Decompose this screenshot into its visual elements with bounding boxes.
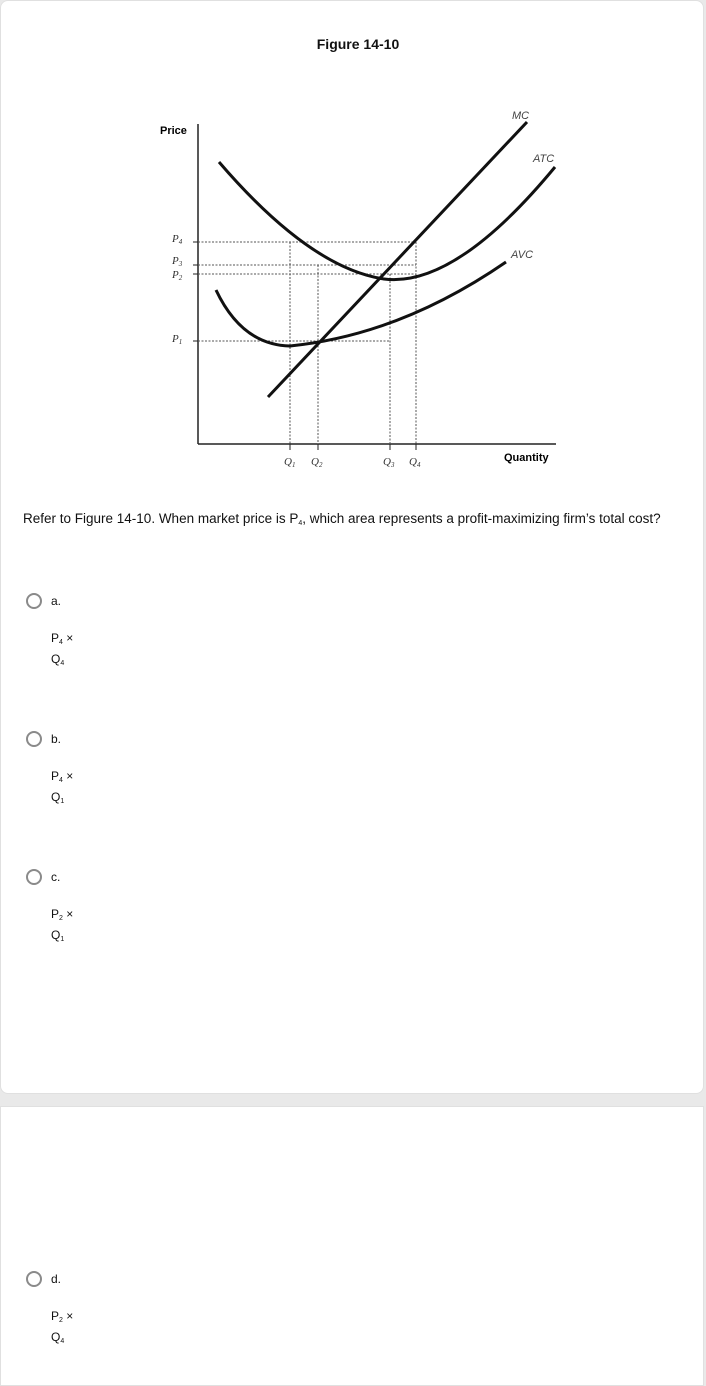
option-c-quantity-sub: 1 bbox=[60, 936, 65, 943]
option-b-letter: b. bbox=[51, 732, 62, 746]
atc-label: ATC bbox=[533, 153, 555, 165]
option-d-letter: d. bbox=[51, 1272, 62, 1286]
figure-title: Figure 14-10 bbox=[316, 36, 400, 52]
option-a-letter: a. bbox=[51, 594, 62, 608]
x-axis-label: Quantity bbox=[504, 452, 549, 464]
radio-a[interactable] bbox=[26, 593, 42, 609]
q1-tick-label: Q1 bbox=[284, 456, 296, 469]
question-prefix: Refer to Figure 14-10. When market price is P bbox=[23, 511, 299, 526]
q3-tick-label: Q3 bbox=[383, 456, 395, 469]
option-d-price-sub: 2 bbox=[59, 1317, 63, 1324]
option-b-price: P bbox=[51, 769, 60, 783]
option-b-price-sub: 4 bbox=[59, 777, 63, 784]
p4-tick-label: P4 bbox=[172, 233, 183, 246]
option-d-times: × bbox=[62, 1309, 74, 1323]
option-a-price-sub: 4 bbox=[59, 639, 63, 646]
q2-tick-label: Q2 bbox=[311, 456, 323, 469]
question-suffix: , which area represents a profit-maximizing firm’s total cost? bbox=[302, 511, 661, 526]
option-c-times: × bbox=[62, 907, 74, 921]
option-a-quantity-sub: 4 bbox=[60, 660, 65, 667]
radio-c[interactable] bbox=[26, 869, 42, 885]
option-a-price: P bbox=[51, 631, 60, 645]
question-sub: 4 bbox=[298, 520, 303, 527]
avc-label: AVC bbox=[511, 249, 534, 261]
option-d-quantity: Q bbox=[51, 1330, 61, 1344]
cost-curves-figure bbox=[0, 0, 706, 480]
option-c-quantity: Q bbox=[51, 928, 61, 942]
p3-tick-label: P3 bbox=[172, 255, 183, 268]
option-a-quantity: Q bbox=[51, 652, 61, 666]
y-axis-label: Price bbox=[160, 125, 187, 137]
option-c-expression bbox=[51, 906, 251, 948]
p2-tick-label: P2 bbox=[172, 269, 183, 282]
radio-b[interactable] bbox=[26, 731, 42, 747]
q4-tick-label: Q4 bbox=[409, 456, 421, 469]
option-c-price: P bbox=[51, 907, 60, 921]
option-d-quantity-sub: 4 bbox=[60, 1338, 65, 1345]
option-c-letter: c. bbox=[51, 870, 61, 884]
option-a-times: × bbox=[62, 631, 74, 645]
option-d-price: P bbox=[51, 1309, 60, 1323]
option-a-expression bbox=[51, 630, 251, 672]
p1-tick-label: P1 bbox=[172, 333, 183, 346]
question-text bbox=[23, 511, 683, 532]
option-b-quantity: Q bbox=[51, 790, 61, 804]
option-d-expression bbox=[51, 1308, 251, 1350]
option-c-price-sub: 2 bbox=[59, 915, 63, 922]
option-b-quantity-sub: 1 bbox=[60, 798, 65, 805]
mc-curve bbox=[268, 122, 527, 397]
option-b-times: × bbox=[62, 769, 74, 783]
mc-label: MC bbox=[512, 110, 530, 122]
radio-d[interactable] bbox=[26, 1271, 42, 1287]
option-b-expression bbox=[51, 768, 251, 810]
